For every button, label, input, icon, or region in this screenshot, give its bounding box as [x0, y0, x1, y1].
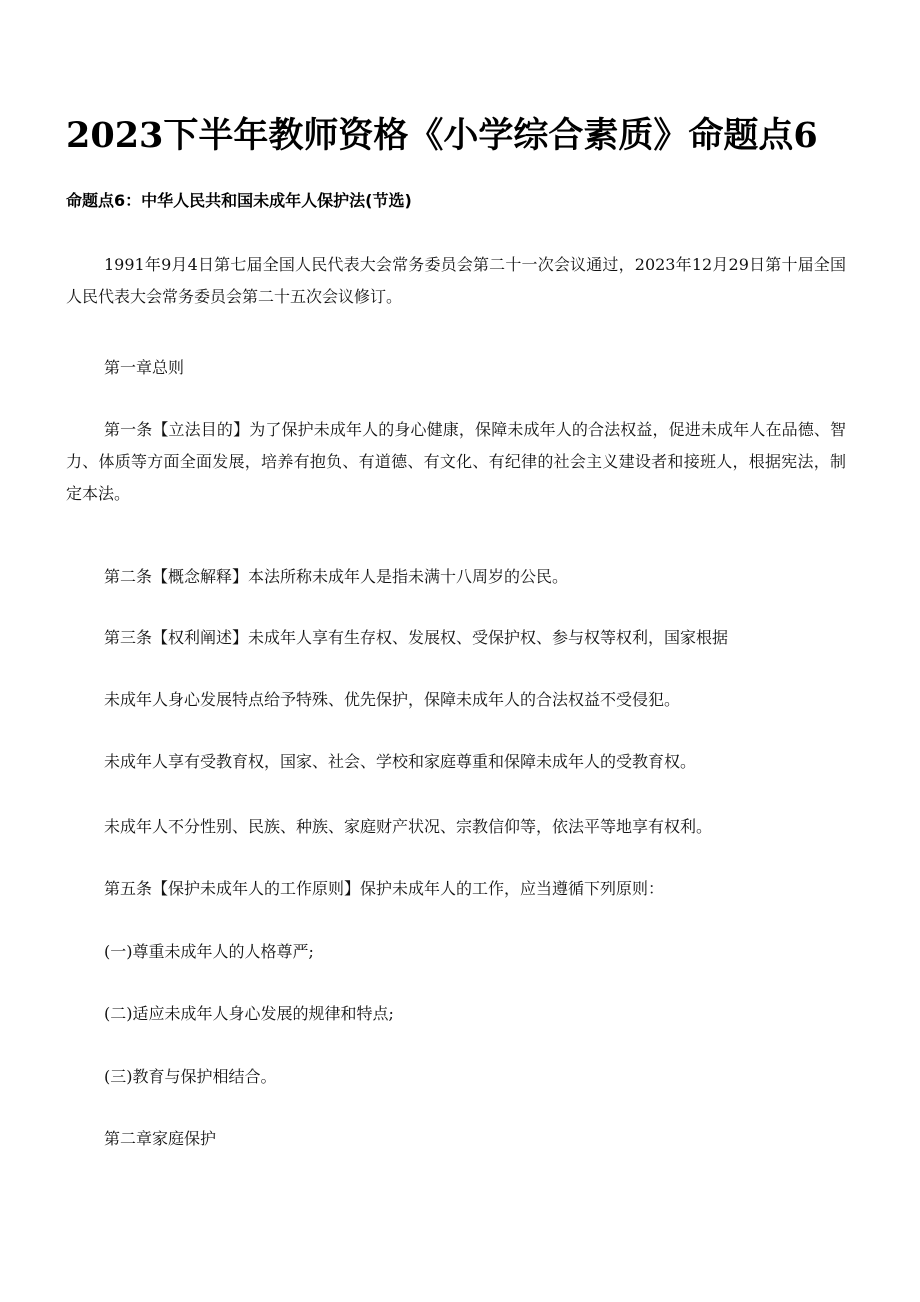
article-2-paragraph: 第二条【概念解释】本法所称未成年人是指未满十八周岁的公民。	[104, 567, 569, 586]
document-title: 2023下半年教师资格《小学综合素质》命题点6	[66, 115, 818, 156]
principle-1-item: (一)尊重未成年人的人格尊严;	[104, 942, 314, 961]
article-3-continuation: 未成年人身心发展特点给予特殊、优先保护，保障未成年人的合法权益不受侵犯。	[104, 690, 681, 709]
principle-2-item: (二)适应未成年人身心发展的规律和特点;	[104, 1004, 394, 1023]
article-3-paragraph: 第三条【权利阐述】未成年人享有生存权、发展权、受保护权、参与权等权利，国家根据	[104, 628, 729, 647]
article-1-paragraph: 第一条【立法目的】为了保护未成年人的身心健康，保障未成年人的合法权益，促进未成年人在品德、智力、体质等方面全面发展，培养有抱负、有道德、有文化、有纪律的社会主义建设者和接班人，根据宪法，制定本法。	[66, 420, 846, 503]
education-right-paragraph: 未成年人享有受教育权，国家、社会、学校和家庭尊重和保障未成年人的受教育权。	[104, 752, 697, 771]
law-adoption-paragraph: 1991年9月4日第七届全国人民代表大会常务委员会第二十一次会议通过，2023年12月29日第十届全国人民代表大会常务委员会第二十五次会议修订。	[66, 255, 846, 306]
equal-rights-paragraph: 未成年人不分性别、民族、种族、家庭财产状况、宗教信仰等，依法平等地享有权利。	[104, 817, 713, 836]
article-5-paragraph: 第五条【保护未成年人的工作原则】保护未成年人的工作，应当遵循下列原则：	[104, 879, 665, 898]
chapter-2-heading: 第二章家庭保护	[104, 1129, 217, 1148]
principle-3-item: (三)教育与保护相结合。	[104, 1067, 277, 1086]
chapter-1-heading: 第一章总则	[104, 358, 185, 377]
section-subheading: 命题点6：中华人民共和国未成年人保护法(节选)	[66, 191, 412, 210]
